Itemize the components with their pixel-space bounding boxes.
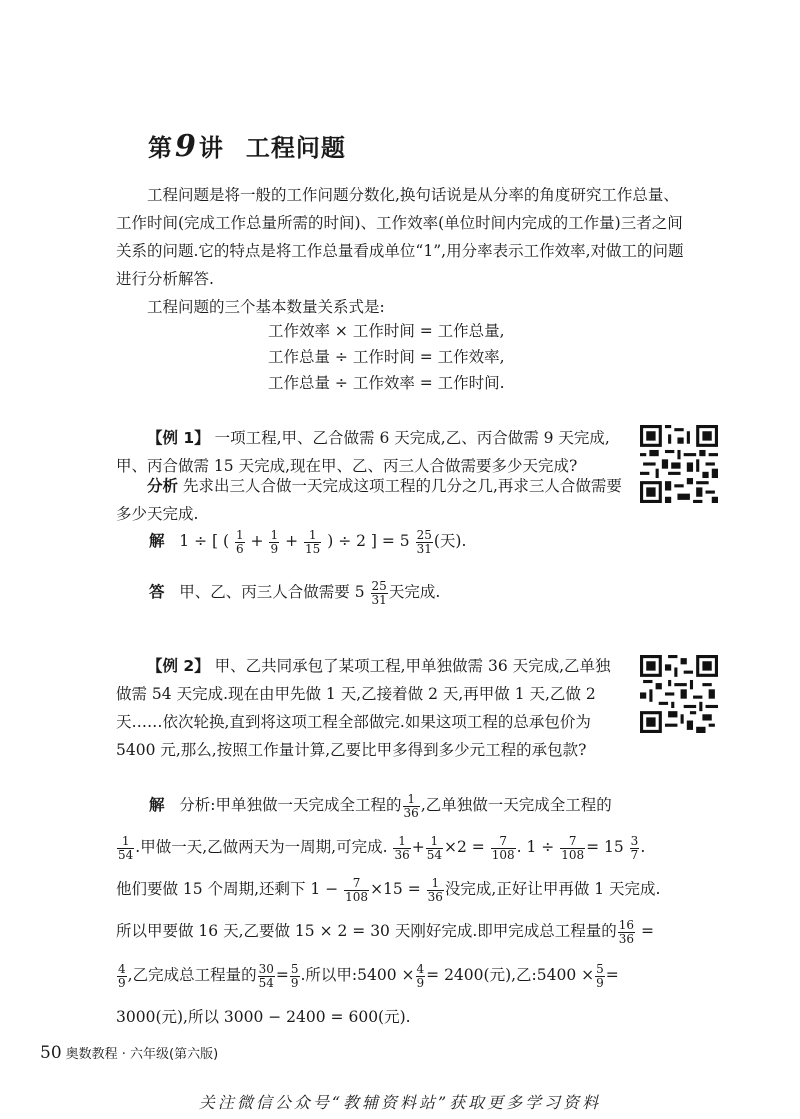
analysis-text: 先求出三人合做一天完成这项工程的几分之几,再求三人合做需要多少天完成. [116, 477, 622, 523]
fraction [491, 835, 516, 862]
numerator: 7 [560, 835, 585, 849]
ex2-sol-line-4 [116, 917, 654, 946]
ex2-sol-line-1 [149, 791, 612, 820]
fraction [416, 529, 433, 556]
plus-sign: + [250, 532, 264, 550]
chapter-name: 工程问题 [245, 134, 346, 162]
fraction [416, 963, 426, 990]
fraction [117, 835, 134, 862]
denominator: 9 [270, 541, 279, 556]
example2-text: 甲、乙共同承包了某项工程,甲单独做需 36 天完成,乙单独做需 54 天完成.现在由甲先做 1 天,乙接着做 2 天,再甲做 1 天,乙做 2 天……依次轮换,直到将这项工程全部做完.如果这项工程的总承包价为 5400 元,那么,按照工作量计算,乙要比甲多得到多少元工程的承包款? [116, 657, 611, 759]
numerator: 5 [290, 961, 299, 976]
example1-label: 【例 1】 [147, 429, 210, 447]
text: ×15 = [370, 880, 421, 898]
fraction [269, 529, 279, 556]
text: .甲做一天,乙做两天为一周期,可完成. [135, 838, 388, 856]
numerator: 25 [416, 527, 432, 542]
denominator: 36 [403, 805, 419, 820]
fraction [304, 529, 321, 556]
solution-label: 解 [149, 796, 165, 814]
plus-sign: + [285, 532, 299, 550]
ex2-sol-line-6: 3000(元),所以 3000 − 2400 = 600(元). [116, 1008, 411, 1026]
text: . [640, 838, 646, 856]
answer-text-a: 甲、乙、丙三人合做需要 5 [179, 583, 365, 601]
numerator: 1 [304, 529, 321, 543]
sol-unit: (天). [433, 532, 467, 550]
numerator: 4 [118, 961, 126, 976]
fraction [371, 580, 388, 607]
fraction [258, 963, 275, 990]
text: 分析:甲单独做一天完成全工程的 [179, 796, 402, 814]
text: . 1 ÷ [516, 838, 555, 856]
page-footer [40, 1043, 218, 1063]
fraction [290, 963, 300, 990]
plus-sign: + [411, 838, 425, 856]
fraction [595, 963, 605, 990]
example1-solution [149, 527, 466, 556]
denominator: 108 [491, 847, 515, 862]
denominator: 6 [235, 541, 244, 556]
fraction [427, 877, 444, 904]
denominator: 54 [258, 975, 274, 990]
book-title: 奥数教程 · 六年级(第六版) [65, 1047, 219, 1062]
formula-3: 工作总量 ÷ 工作效率 = 工作时间. [268, 374, 505, 392]
denominator: 36 [427, 889, 443, 904]
fraction [403, 793, 420, 820]
fraction [630, 835, 640, 862]
example2-question [116, 652, 624, 764]
numerator: 5 [596, 961, 604, 976]
fraction [235, 529, 245, 556]
text: 他们要做 15 个周期,还剩下 1 − [116, 880, 339, 898]
sol-text-b: ) ÷ 2 ] = 5 [327, 532, 410, 550]
denominator: 54 [118, 847, 134, 862]
denominator: 36 [618, 931, 635, 946]
example1-answer [149, 578, 440, 607]
solution-label: 解 [149, 532, 165, 550]
qr-code-example2 [640, 655, 718, 733]
denominator: 108 [345, 889, 369, 904]
fraction [344, 877, 369, 904]
chapter-number: 9 [175, 129, 197, 164]
fraction [560, 835, 585, 862]
chapter-prefix: 第 [148, 134, 173, 162]
denominator: 9 [290, 975, 299, 990]
example1-analysis [116, 472, 624, 528]
answer-text-b: 天完成. [388, 583, 441, 601]
watermark: 关注微信公众号“教辅资料站”获取更多学习资料 [198, 1093, 602, 1112]
intro-paragraph: 工程问题是将一般的工作问题分数化,换句话说是从分率的角度研究工作总量、工作时间(完成工作总量所需的时间)、工作效率(单位时间内完成的工作量)三者之间关系的问题.它的特点是将工作总量看成单位“1”,用分率表示工作效率,对做工的问题进行分析解答. [116, 186, 684, 288]
numerator: 1 [270, 527, 279, 542]
text: .所以甲:5400 × [300, 966, 415, 984]
denominator: 54 [426, 847, 442, 862]
denominator: 9 [416, 975, 425, 990]
page-number: 50 [40, 1043, 62, 1063]
intro-relations-heading: 工程问题的三个基本数量关系式是: [147, 298, 385, 316]
numerator: 1 [426, 835, 443, 849]
text: 没完成,正好让甲再做 1 天完成. [444, 880, 661, 898]
text: = [641, 922, 654, 940]
denominator: 108 [561, 847, 585, 862]
example2-label: 【例 2】 [147, 657, 210, 675]
fraction [393, 835, 410, 862]
text: = [275, 966, 289, 984]
denominator: 7 [630, 847, 639, 862]
fraction [618, 919, 635, 946]
numerator: 30 [258, 961, 274, 976]
denominator: 31 [416, 541, 432, 556]
denominator: 9 [118, 975, 126, 990]
formula-1: 工作效率 × 工作时间 = 工作总量, [268, 322, 505, 340]
numerator: 7 [344, 877, 369, 891]
formula-2: 工作总量 ÷ 工作时间 = 工作效率, [268, 348, 505, 366]
numerator: 25 [371, 578, 387, 593]
numerator: 1 [235, 527, 244, 542]
text: ×2 = [444, 838, 485, 856]
denominator: 36 [394, 847, 410, 862]
qr-code-example1 [640, 425, 718, 503]
ex2-sol-line-3 [116, 875, 660, 904]
sol-text-a: 1 ÷ [ ( [179, 532, 230, 550]
text: = 2400(元),乙:5400 × [426, 966, 595, 984]
numerator: 1 [117, 835, 134, 849]
example1-text: 一项工程,甲、乙合做需 6 天完成,乙、丙合做需 9 天完成,甲、丙合做需 15 天完成,现在甲、乙、丙三人合做需要多少天完成? [116, 429, 610, 475]
numerator: 1 [427, 877, 444, 891]
chapter-title [148, 128, 346, 164]
answer-label: 答 [149, 583, 165, 601]
denominator: 31 [371, 592, 387, 607]
fraction [117, 963, 127, 990]
ex2-sol-line-2 [116, 833, 645, 862]
numerator: 4 [416, 961, 425, 976]
numerator: 16 [618, 917, 635, 932]
numerator: 1 [393, 835, 410, 849]
text: = [605, 966, 619, 984]
fraction [426, 835, 443, 862]
chapter-suffix: 讲 [198, 134, 224, 162]
text: 所以甲要做 16 天,乙要做 15 × 2 = 30 天刚好完成.即甲完成总工程量的 [116, 922, 617, 940]
numerator: 1 [403, 793, 420, 807]
numerator: 3 [630, 833, 639, 848]
denominator: 15 [305, 541, 321, 556]
ex2-sol-line-5 [116, 961, 619, 990]
numerator: 7 [491, 835, 516, 849]
text: = 15 [586, 838, 624, 856]
text: ,乙完成总工程量的 [127, 966, 257, 984]
text: ,乙单独做一天完成全工程的 [420, 796, 612, 814]
analysis-label: 分析 [147, 477, 179, 495]
denominator: 9 [596, 975, 604, 990]
